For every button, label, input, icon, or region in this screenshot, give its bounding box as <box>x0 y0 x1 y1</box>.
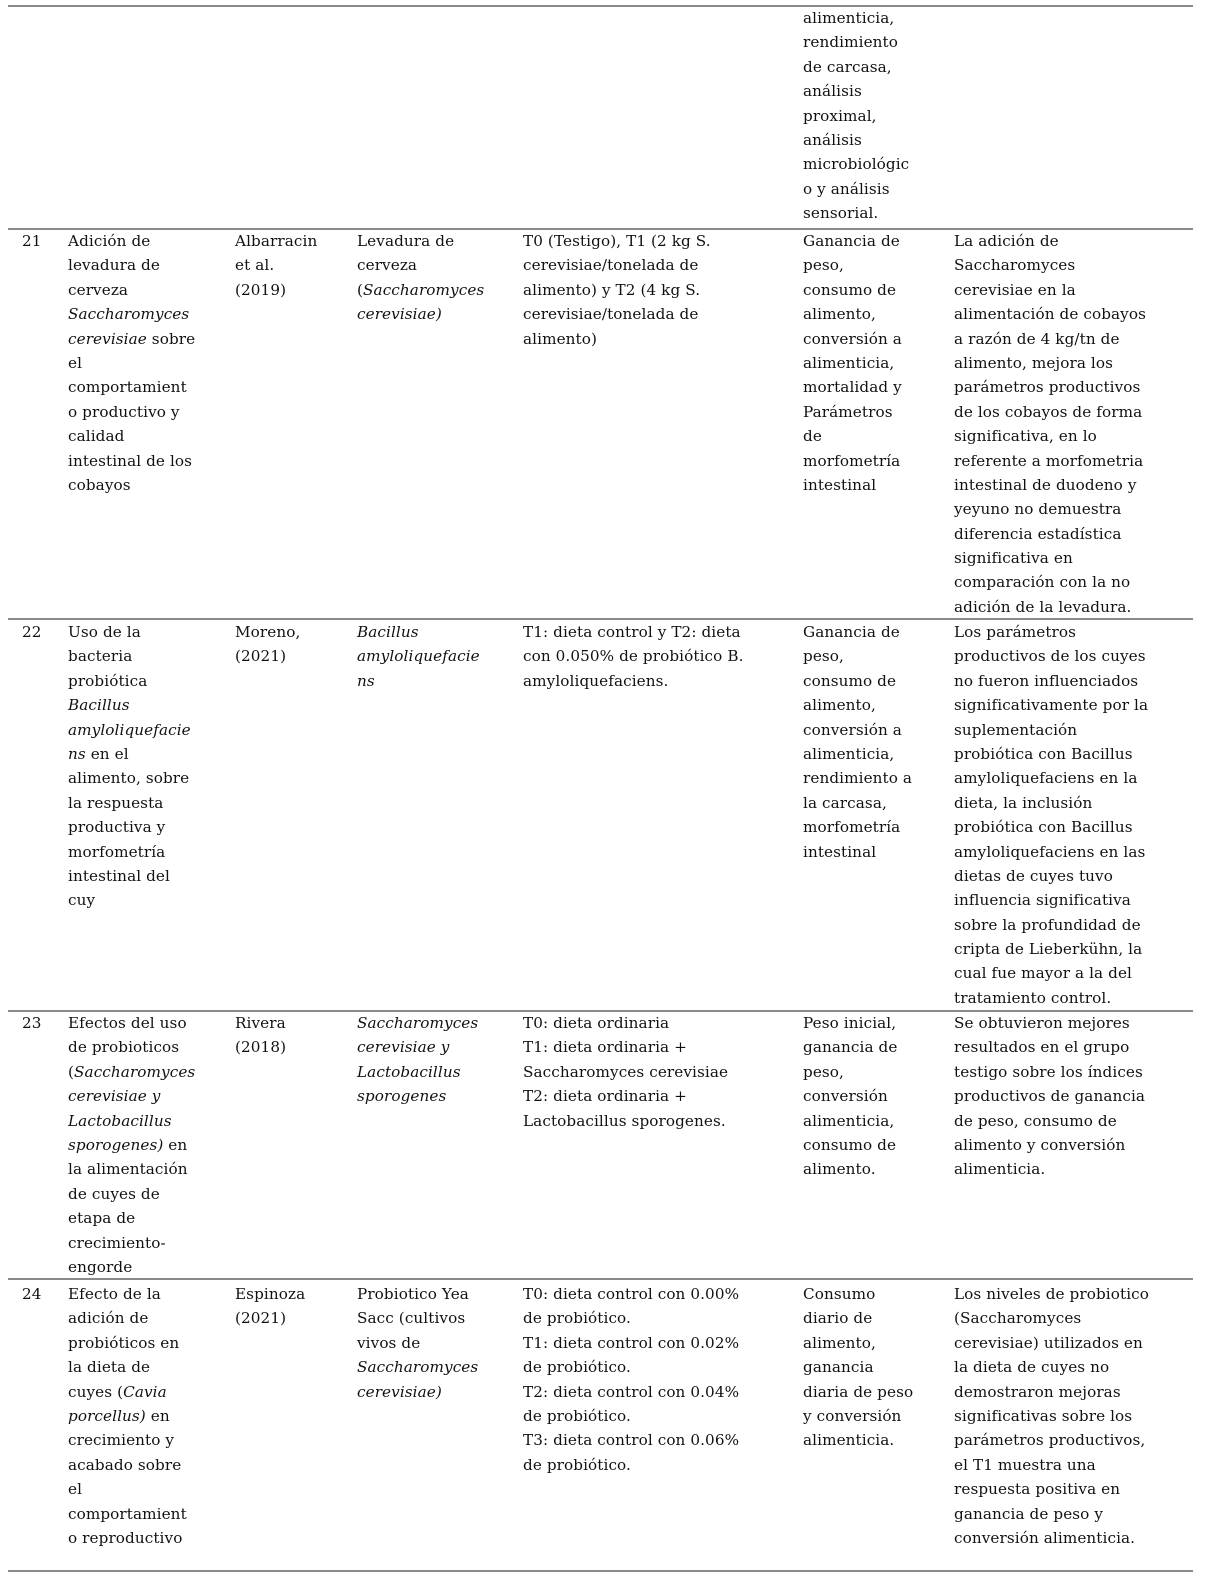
text-line: a razón de 4 kg/tn de <box>954 329 1120 348</box>
text-segment: o reproductivo <box>68 1528 183 1547</box>
text-line: consumo de <box>803 671 897 690</box>
text-line <box>68 620 191 644</box>
text-segment: comportamient <box>68 378 187 397</box>
cell-results <box>954 1011 1145 1182</box>
text-segment: el <box>68 1480 83 1499</box>
italic-text: Saccharomyces <box>68 305 190 324</box>
text-line: significativa en <box>954 549 1073 568</box>
text-line: (2019) <box>235 280 287 299</box>
text-line: peso, <box>803 1062 844 1081</box>
cell-number <box>22 1011 42 1035</box>
cell-variables <box>803 6 909 226</box>
text-segment: el <box>68 353 83 372</box>
cell-organism <box>357 620 480 693</box>
text-line <box>68 1282 187 1306</box>
text-line: intestinal de duodeno y <box>954 475 1137 494</box>
italic-text: sporogenes <box>357 1087 447 1106</box>
text-line: (Saccharomyces <box>954 1309 1082 1328</box>
italic-text: porcellus) <box>68 1406 146 1425</box>
text-segment: intestinal del <box>68 866 170 885</box>
cell-title <box>68 229 195 497</box>
table-rule-bottom <box>8 1570 1193 1572</box>
text-line <box>357 669 480 693</box>
text-segment: ( <box>357 280 364 299</box>
text-segment: Sacc (cultivos <box>357 1309 466 1328</box>
text-line <box>68 815 191 839</box>
text-line: Los parámetros <box>954 623 1077 641</box>
text-line: La adición de <box>954 232 1059 250</box>
text-line: de los cobayos de forma <box>954 402 1143 421</box>
text-line <box>357 1380 478 1404</box>
text-line: T1: dieta control y T2: dieta <box>523 623 741 641</box>
cell-number <box>22 229 42 253</box>
text-segment: la alimentación <box>68 1160 188 1179</box>
text-line: alimento) <box>523 329 598 348</box>
text-segment: crecimiento- <box>68 1233 166 1252</box>
text-line: peso, <box>803 647 844 666</box>
text-line: análisis <box>803 130 862 149</box>
italic-text: Cavia <box>123 1382 167 1401</box>
text-segment: crecimiento y <box>68 1431 175 1450</box>
text-line: Espinoza <box>235 1285 306 1303</box>
text-line: testigo sobre los índices <box>954 1062 1143 1081</box>
text-segment: Probiotico Yea <box>357 1285 469 1303</box>
text-segment: en el <box>85 744 129 763</box>
text-line: alimenticia, <box>803 353 895 372</box>
italic-text: Saccharomyces <box>363 280 485 299</box>
text-line <box>68 400 195 424</box>
text-segment: ( <box>68 1062 75 1081</box>
text-line: parámetros productivos <box>954 378 1141 397</box>
text-line: de carcasa, <box>803 57 892 76</box>
text-line <box>68 1133 195 1157</box>
text-line: de probiótico. <box>523 1358 631 1377</box>
text-line: productivos de los cuyes <box>954 647 1146 666</box>
text-segment: Uso de la <box>68 623 141 641</box>
text-line: resultados en el grupo <box>954 1038 1130 1057</box>
text-line: análisis <box>803 82 862 101</box>
text-line: significativa, en lo <box>954 427 1097 446</box>
cell-title <box>68 620 191 913</box>
text-line <box>357 1355 478 1379</box>
text-line: demostraron mejoras <box>954 1382 1121 1401</box>
text-line: T0 (Testigo), T1 (2 kg S. <box>523 232 711 250</box>
text-line: Ganancia de <box>803 232 900 250</box>
text-line: Los niveles de probiotico <box>954 1285 1150 1303</box>
text-line: Consumo <box>803 1285 876 1303</box>
text-line: T3: dieta control con 0.06% <box>523 1431 740 1450</box>
text-line: productivos de ganancia <box>954 1087 1146 1106</box>
text-line <box>68 1035 195 1059</box>
text-line <box>357 1035 478 1059</box>
text-line: T1: dieta ordinaria + <box>523 1038 687 1057</box>
text-line: alimento y conversión <box>954 1135 1126 1154</box>
cell-organism <box>357 1282 478 1404</box>
text-segment: en <box>163 1135 188 1154</box>
text-line <box>357 278 484 302</box>
text-line <box>68 302 195 326</box>
cell-organism <box>357 229 484 327</box>
text-line <box>68 1526 187 1550</box>
text-line: comparación con la no <box>954 573 1131 592</box>
text-line: de probiótico. <box>523 1309 631 1328</box>
text-line: probiótica con Bacillus <box>954 744 1133 763</box>
text-line: cerevisiae en la <box>954 280 1076 299</box>
cell-number <box>22 620 42 644</box>
text-line: ganancia de <box>803 1038 898 1057</box>
text-line <box>357 1084 478 1108</box>
text-line: T0: dieta ordinaria <box>523 1014 670 1032</box>
text-line <box>68 351 195 375</box>
text-line <box>68 1060 195 1084</box>
text-line: alimenticia, <box>803 9 895 27</box>
text-line: microbiológic <box>803 155 910 174</box>
text-line <box>68 1477 187 1501</box>
cell-variables <box>803 229 902 497</box>
row-number: 24 <box>22 1285 42 1303</box>
cell-treatments <box>523 1282 739 1477</box>
text-line: alimenticia, <box>803 744 895 763</box>
text-line: con 0.050% de probiótico B. <box>523 647 744 666</box>
text-line: yeyuno no demuestra <box>954 500 1122 519</box>
text-line <box>357 1282 478 1306</box>
text-line <box>68 1306 187 1330</box>
italic-text: cerevisiae <box>68 329 147 348</box>
text-line <box>68 1453 187 1477</box>
text-segment: probiótica <box>68 671 148 690</box>
text-segment: la dieta de <box>68 1358 151 1377</box>
cell-treatments <box>523 229 711 351</box>
text-segment: etapa de <box>68 1209 136 1228</box>
text-segment: bacteria <box>68 647 133 666</box>
italic-text: amyloliquefacie <box>68 720 191 739</box>
text-line: y conversión <box>803 1406 902 1425</box>
text-line <box>68 742 191 766</box>
text-line <box>68 1502 187 1526</box>
text-line <box>68 375 195 399</box>
italic-text: sporogenes) <box>68 1135 164 1154</box>
cell-author <box>235 229 317 302</box>
italic-text: cerevisiae) <box>357 1382 442 1401</box>
text-line <box>68 693 191 717</box>
text-line: amyloliquefaciens en la <box>954 769 1138 788</box>
text-line: peso, <box>803 256 844 275</box>
italic-text: Saccharomyces <box>357 1358 479 1377</box>
text-line: alimento. <box>803 1160 876 1179</box>
cell-treatments <box>523 620 744 693</box>
text-line <box>68 1084 195 1108</box>
italic-text: cerevisiae) <box>357 305 442 324</box>
text-line: referente a morfometria <box>954 451 1144 470</box>
text-segment: Efecto de la <box>68 1285 161 1303</box>
text-line: intestinal <box>803 842 877 861</box>
text-line: morfometría <box>803 818 901 837</box>
text-line <box>68 1182 195 1206</box>
table-rule-top <box>8 5 1193 7</box>
text-line: sensorial. <box>803 204 879 223</box>
text-line <box>68 327 195 351</box>
text-line: (2018) <box>235 1038 287 1057</box>
text-line: morfometría <box>803 451 901 470</box>
text-line: dieta, la inclusión <box>954 793 1093 812</box>
text-line: alimento, <box>803 696 876 715</box>
text-line: Moreno, <box>235 623 301 641</box>
italic-text: Bacillus <box>357 623 419 641</box>
text-line: alimenticia. <box>954 1160 1046 1179</box>
text-line: mortalidad y <box>803 378 902 397</box>
text-segment: engorde <box>68 1257 133 1276</box>
cell-title <box>68 1282 187 1550</box>
text-line: significativamente por la <box>954 696 1149 715</box>
cell-variables <box>803 1282 913 1453</box>
text-line <box>68 229 195 253</box>
cell-number <box>22 1282 42 1306</box>
cell-variables <box>803 1011 897 1182</box>
text-line <box>357 1306 478 1330</box>
text-line: suplementación <box>954 720 1078 739</box>
text-line: cerevisiae) utilizados en <box>954 1333 1143 1352</box>
cell-treatments <box>523 1011 728 1133</box>
text-segment: levadura de <box>68 256 160 275</box>
text-line <box>68 1331 187 1355</box>
text-line: (2021) <box>235 1309 287 1328</box>
text-line: respuesta positiva en <box>954 1480 1121 1499</box>
text-line: conversión <box>803 1087 888 1106</box>
italic-text: Lactobacillus <box>357 1062 461 1081</box>
text-segment: intestinal de los <box>68 451 193 470</box>
text-segment: morfometría <box>68 842 166 861</box>
text-line <box>68 766 191 790</box>
text-line: rendimiento <box>803 33 898 52</box>
text-line: alimenticia, <box>803 1111 895 1130</box>
text-line: consumo de <box>803 1135 897 1154</box>
text-line <box>357 1331 478 1355</box>
text-line <box>357 1011 478 1035</box>
cell-organism <box>357 1011 478 1109</box>
text-line: Saccharomyces <box>954 256 1076 275</box>
text-line: consumo de <box>803 280 897 299</box>
text-segment: acabado sobre <box>68 1455 182 1474</box>
text-segment: o productivo y <box>68 402 180 421</box>
row-number: 21 <box>22 232 42 250</box>
row-separator <box>8 1278 1193 1280</box>
text-line: alimento, mejora los <box>954 353 1114 372</box>
text-line: de peso, consumo de <box>954 1111 1117 1130</box>
text-line <box>68 791 191 815</box>
text-line: Albarracin <box>235 232 318 250</box>
text-line <box>68 278 195 302</box>
text-segment: sobre <box>146 329 196 348</box>
text-line: tratamiento control. <box>954 988 1112 1007</box>
text-line <box>68 1428 187 1452</box>
text-line: conversión a <box>803 329 902 348</box>
text-line: Lactobacillus sporogenes. <box>523 1111 726 1130</box>
text-line: rendimiento a <box>803 769 913 788</box>
text-line: Parámetros <box>803 402 893 421</box>
text-segment: vivos de <box>357 1333 421 1352</box>
text-line: Peso inicial, <box>803 1014 897 1032</box>
text-line: T2: dieta ordinaria + <box>523 1087 687 1106</box>
text-line: Ganancia de <box>803 623 900 641</box>
italic-text: ns <box>68 744 86 763</box>
text-line <box>68 1109 195 1133</box>
italic-text: ns <box>357 671 375 690</box>
text-line <box>357 620 480 644</box>
text-line: amyloliquefaciens en las <box>954 842 1146 861</box>
cell-author <box>235 620 300 669</box>
text-line: alimento, <box>803 1333 876 1352</box>
text-line: alimentación de cobayos <box>954 305 1146 324</box>
text-segment: de cuyes de <box>68 1184 160 1203</box>
text-line: (2021) <box>235 647 287 666</box>
text-line: diaria de peso <box>803 1382 914 1401</box>
text-line <box>68 449 195 473</box>
text-segment: la respuesta <box>68 793 164 812</box>
text-line: probiótica con Bacillus <box>954 818 1133 837</box>
text-line: cripta de Lieberkühn, la <box>954 940 1143 959</box>
text-line <box>68 424 195 448</box>
text-segment: adición de <box>68 1309 149 1328</box>
text-segment: Adición de <box>68 232 151 250</box>
text-line: Saccharomyces cerevisiae <box>523 1062 729 1081</box>
text-line: cerevisiae/tonelada de <box>523 305 699 324</box>
text-line: significativas sobre los <box>954 1406 1133 1425</box>
text-line: dietas de cuyes tuvo <box>954 866 1113 885</box>
cell-variables <box>803 620 912 864</box>
italic-text: Saccharomyces <box>74 1062 196 1081</box>
text-segment: cerveza <box>357 256 418 275</box>
text-line: o y análisis <box>803 179 890 198</box>
text-segment: alimento, sobre <box>68 769 190 788</box>
row-number: 22 <box>22 623 42 641</box>
text-segment: productiva y <box>68 818 166 837</box>
text-line <box>68 888 191 912</box>
text-line: no fueron influenciados <box>954 671 1139 690</box>
text-line: diferencia estadística <box>954 524 1122 543</box>
text-line <box>357 253 484 277</box>
text-line <box>68 1231 195 1255</box>
text-segment: cuy <box>68 891 96 910</box>
text-line: diario de <box>803 1309 873 1328</box>
cell-results <box>954 620 1148 1010</box>
text-line <box>357 1060 478 1084</box>
text-line: sobre la profundidad de <box>954 915 1141 934</box>
text-line <box>68 718 191 742</box>
text-line <box>68 1255 195 1279</box>
text-line: influencia significativa <box>954 891 1131 910</box>
text-line <box>68 1206 195 1230</box>
text-line <box>68 864 191 888</box>
text-line: amyloliquefaciens. <box>523 671 669 690</box>
text-line <box>68 1011 195 1035</box>
text-line: Rivera <box>235 1014 286 1032</box>
text-line: T0: dieta control con 0.00% <box>523 1285 740 1303</box>
italic-text: amyloliquefacie <box>357 647 480 666</box>
text-line <box>357 644 480 668</box>
text-line: alimento) y T2 (4 kg S. <box>523 280 701 299</box>
italic-text: Saccharomyces <box>357 1014 479 1032</box>
text-line: de <box>803 427 822 446</box>
text-line <box>68 473 195 497</box>
text-line <box>357 229 484 253</box>
italic-text: cerevisiae y <box>357 1038 450 1057</box>
text-line: cual fue mayor a la del <box>954 964 1133 983</box>
text-line: alimento, <box>803 305 876 324</box>
cell-author <box>235 1011 286 1060</box>
text-line: la dieta de cuyes no <box>954 1358 1110 1377</box>
text-line: alimenticia. <box>803 1431 895 1450</box>
text-segment: de probioticos <box>68 1038 180 1057</box>
text-line <box>68 669 191 693</box>
text-line: T1: dieta control con 0.02% <box>523 1333 740 1352</box>
cell-author <box>235 1282 305 1331</box>
text-line: parámetros productivos, <box>954 1431 1146 1450</box>
text-line <box>68 1380 187 1404</box>
text-line: intestinal <box>803 475 877 494</box>
row-number: 23 <box>22 1014 42 1032</box>
text-line: la carcasa, <box>803 793 887 812</box>
text-segment: cobayos <box>68 475 131 494</box>
text-line: ganancia de peso y <box>954 1504 1104 1523</box>
text-segment: cerveza <box>68 280 129 299</box>
text-line <box>68 253 195 277</box>
text-line <box>68 1404 187 1428</box>
text-line: conversión a <box>803 720 902 739</box>
text-segment: calidad <box>68 427 125 446</box>
cell-results <box>954 1282 1149 1550</box>
italic-text: cerevisiae y <box>68 1087 161 1106</box>
text-line: proximal, <box>803 106 877 125</box>
text-line <box>68 644 191 668</box>
text-line: conversión alimenticia. <box>954 1528 1136 1547</box>
text-line: Se obtuvieron mejores <box>954 1014 1130 1032</box>
text-segment: en <box>145 1406 170 1425</box>
text-line <box>68 1355 187 1379</box>
text-line: T2: dieta control con 0.04% <box>523 1382 740 1401</box>
text-segment: probióticos en <box>68 1333 180 1352</box>
text-line <box>68 1157 195 1181</box>
text-line: el T1 muestra una <box>954 1455 1096 1474</box>
text-segment: cuyes ( <box>68 1382 124 1401</box>
text-line: de probiótico. <box>523 1406 631 1425</box>
italic-text: Bacillus <box>68 696 130 715</box>
text-line <box>357 302 484 326</box>
text-segment: Levadura de <box>357 232 455 250</box>
text-line: cerevisiae/tonelada de <box>523 256 699 275</box>
text-segment: comportamient <box>68 1504 187 1523</box>
cell-results <box>954 229 1146 619</box>
cell-title <box>68 1011 195 1279</box>
text-segment: Efectos del uso <box>68 1014 187 1032</box>
text-line: et al. <box>235 256 275 275</box>
text-line: adición de la levadura. <box>954 597 1132 616</box>
text-line: de probiótico. <box>523 1455 631 1474</box>
text-line <box>68 840 191 864</box>
italic-text: Lactobacillus <box>68 1111 172 1130</box>
text-line: ganancia <box>803 1358 874 1377</box>
